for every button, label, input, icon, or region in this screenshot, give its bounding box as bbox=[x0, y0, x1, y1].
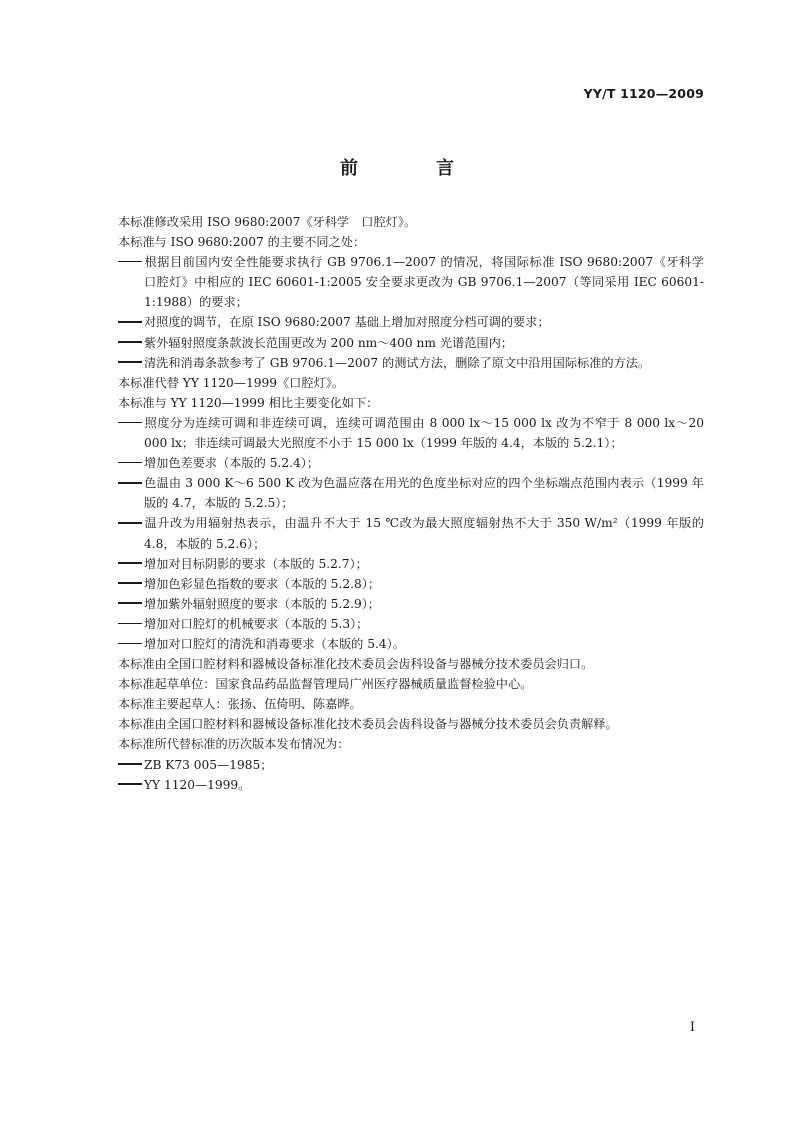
line-text: 本标准由全国口腔材料和器械设备标准化技术委员会齿科设备与器械分技术委员会归口。 bbox=[118, 657, 594, 672]
em-dash-mark bbox=[118, 473, 144, 493]
line-text: 根据目前国内安全性能要求执行 GB 9706.1—2007 的情况，将国际标准 ISO 9680:2007《牙科学 口腔灯》中相应的 IEC 60601-1:2005 安全要求更改为 GB 9706.1—2007（等同采用 IEC 60601-1:1988）的要求； bbox=[144, 255, 717, 310]
dash-list-item bbox=[118, 574, 704, 594]
line-text: 增加对目标阴影的要求（本版的 5.2.7）； bbox=[144, 556, 368, 571]
paragraph bbox=[118, 694, 704, 714]
page-number: I bbox=[689, 1020, 695, 1035]
dash-list-item bbox=[118, 614, 704, 634]
line-text: 照度分为连续可调和非连续可调，连续可调范围由 8 000 lx～15 000 lx 改为不窄于 8 000 lx～20 000 lx；非连续可调最大光照度不小于 15 000 lx（1999 年版的 4.4，本版的 5.2.1）； bbox=[144, 415, 704, 451]
line-text: 本标准修改采用 ISO 9680:2007《牙科学 口腔灯》。 bbox=[118, 215, 417, 229]
line-text: 本标准与 YY 1120—1999 相比主要变化如下： bbox=[118, 395, 379, 410]
line-text: 增加紫外辐射照度的要求（本版的 5.2.9）； bbox=[144, 596, 380, 611]
em-dash-mark bbox=[118, 755, 144, 775]
line-text: YY 1120—1999。 bbox=[144, 777, 251, 792]
line-text: 增加对口腔灯的清洗和消毒要求（本版的 5.4）。 bbox=[144, 636, 405, 651]
dash-list-item bbox=[118, 594, 704, 614]
line-text: 本标准代替 YY 1120—1999《口腔灯》。 bbox=[118, 375, 345, 390]
line-text: 本标准由全国口腔材料和器械设备标准化技术委员会齿科设备与器械分技术委员会负责解释。 bbox=[118, 717, 618, 732]
dash-list-item bbox=[118, 634, 704, 654]
dash-list-item bbox=[118, 453, 704, 473]
dash-list-item bbox=[118, 413, 704, 453]
em-dash-mark bbox=[118, 554, 144, 574]
em-dash-mark bbox=[118, 513, 144, 533]
line-text: 温升改为用辐射热表示，由温升不大于 15 ℃改为最大照度辐射热不大于 350 W/m²（1999 年版的 4.8，本版的 5.2.6）； bbox=[144, 516, 704, 551]
paragraph bbox=[118, 212, 704, 232]
line-text: 增加色彩显色指数的要求（本版的 5.2.8）； bbox=[144, 576, 380, 591]
em-dash-mark bbox=[118, 252, 144, 272]
line-text: 增加色差要求（本版的 5.2.4）； bbox=[144, 456, 320, 471]
em-dash-mark bbox=[118, 453, 144, 473]
em-dash-mark bbox=[118, 353, 144, 373]
paragraph bbox=[118, 373, 704, 393]
dash-list-item bbox=[118, 312, 704, 332]
em-dash-mark bbox=[118, 312, 144, 332]
line-text: 本标准起草单位：国家食品药品监督管理局广州医疗器械质量监督检验中心。 bbox=[118, 677, 533, 692]
em-dash-mark bbox=[118, 594, 144, 614]
paragraph bbox=[118, 654, 704, 674]
line-text: 色温由 3 000 K～6 500 K 改为色温应落在用光的色度坐标对应的四个坐标端点范围内表示（1999 年版的 4.7，本版的 5.2.5）； bbox=[144, 476, 704, 511]
paragraph bbox=[118, 674, 704, 694]
em-dash-mark bbox=[118, 574, 144, 594]
em-dash-mark bbox=[118, 333, 144, 353]
line-text: 紫外辐射照度条款波长范围更改为 200 nm～400 nm 光谱范围内； bbox=[144, 335, 513, 350]
line-text: 本标准所代替标准的历次版本发布情况为： bbox=[118, 737, 350, 752]
line-text: 本标准主要起草人：张扬、伍倚明、陈嘉晔。 bbox=[118, 697, 362, 712]
standard-code: YY/T 1120—2009 bbox=[583, 86, 704, 101]
line-text: 清洗和消毒条款参考了 GB 9706.1—2007 的测试方法，删除了原文中沿用国际标准的方法。 bbox=[144, 355, 651, 370]
foreword-body bbox=[118, 212, 717, 795]
dash-list-item bbox=[118, 473, 704, 513]
dash-list-item bbox=[118, 513, 704, 553]
paragraph bbox=[118, 232, 704, 252]
line-text: 对照度的调节，在原 ISO 9680:2007 基础上增加对照度分档可调的要求； bbox=[144, 315, 550, 330]
dash-list-item bbox=[118, 775, 704, 795]
em-dash-mark bbox=[118, 614, 144, 634]
line-text: 本标准与 ISO 9680:2007 的主要不同之处： bbox=[118, 235, 366, 250]
paragraph bbox=[118, 714, 704, 734]
line-text: ZB K73 005—1985； bbox=[144, 757, 273, 772]
paragraph bbox=[118, 393, 704, 413]
em-dash-mark bbox=[118, 775, 144, 795]
dash-list-item bbox=[118, 554, 704, 574]
line-text: 增加对口腔灯的机械要求（本版的 5.3）； bbox=[144, 616, 369, 631]
em-dash-mark bbox=[118, 413, 144, 433]
paragraph bbox=[118, 734, 704, 754]
dash-list-item bbox=[118, 755, 704, 775]
dash-list-item bbox=[118, 252, 717, 312]
dash-list-item bbox=[118, 333, 704, 353]
em-dash-mark bbox=[118, 634, 144, 654]
dash-list-item bbox=[118, 353, 704, 373]
page-title: 前 言 bbox=[340, 158, 484, 179]
